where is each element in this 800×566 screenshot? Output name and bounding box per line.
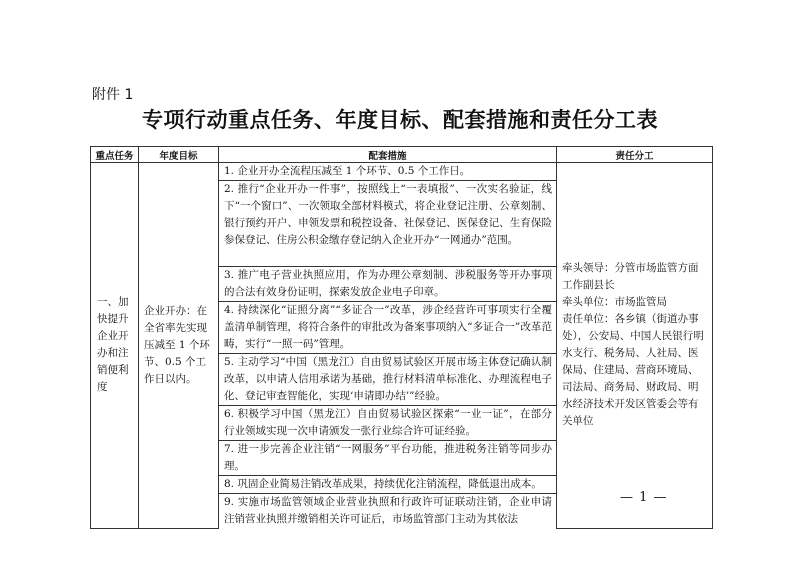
header-annual-goal: 年度目标 [139, 147, 219, 163]
measure-item: 7. 进一步完善企业注销“一网服务”平台功能，推进税务注销等同步办理。 [219, 441, 557, 476]
measure-item: 1. 企业开办全流程压减至 1 个环节、0.5 个工作日。 [219, 163, 557, 181]
task-table [90, 146, 713, 529]
table-row [91, 163, 713, 181]
header-measures: 配套措施 [219, 147, 557, 163]
measure-item: 4. 持续深化“证照分离”“多证合一”改革，涉企经营许可事项实行全覆盖清单制管理，将符合条件的审批改为备案事项纳入“多证合一”改革范畴，实行“一照一码”管理。 [219, 302, 557, 354]
measure-item: 2. 推行“企业开办一件事”，按照线上“一表填报”、一次实名验证，线下“一个窗口”、一次领取全部材料模式，将企业登记注册、公章刻制、银行预约开户、申领发票和税控设备、社保登记、医保登记、生育保险参保登记、住房公积金缴存登记纳入企业开办“一网通办”范围。 [219, 181, 557, 267]
measure-item: 9. 实施市场监管领域企业营业执照和行政许可证联动注销，企业申请注销营业执照并缴销相关许可证后，市场监管部门主动为其依法 [219, 494, 557, 529]
measure-item: 3. 推广电子营业执照应用，作为办理公章刻制、涉税服务等开办事项的合法有效身份证明，探索发放企业电子印章。 [219, 267, 557, 302]
key-task-cell: 一、加快提升企业开办和注销便利度 [91, 163, 139, 529]
responsible-units: 责任单位：各乡镇（街道办事处），公安局、中国人民银行明水支行、税务局、人社局、医保局、住建局、营商环境局、司法局、商务局、财政局、明水经济技术开发区管委会等有关单位 [562, 313, 704, 428]
measure-item: 6. 积极学习中国（黑龙江）自由贸易试验区探索“一业一证”，在部分行业领域实现一次申请颁发一张行业综合许可证经验。 [219, 406, 557, 441]
measure-item: 5. 主动学习“中国（黑龙江）自由贸易试验区开展市场主体登记确认制改革，以申请人信用承诺为基础，推行材料清单标准化、办理流程电子化、登记审查智能化，实现‘申请即办结’”经验。 [219, 354, 557, 406]
annual-goal-cell: 企业开办：在全省率先实现压减至 1 个环节、0.5 个工作日以内。 [139, 163, 219, 529]
document-title: 专项行动重点任务、年度目标、配套措施和责任分工表 [142, 107, 658, 132]
header-responsibility: 责任分工 [557, 147, 713, 163]
page-number: — 1 — [620, 490, 668, 505]
responsibility-cell [557, 163, 713, 529]
attachment-label: 附件 1 [92, 87, 134, 103]
header-key-task: 重点任务 [91, 147, 139, 163]
lead-unit: 牵头单位：市场监管局 [562, 296, 667, 309]
measure-item: 8. 巩固企业简易注销改革成果，持续优化注销流程，降低退出成本。 [219, 476, 557, 494]
lead-leader: 牵头领导：分管市场监管方面工作副县长 [562, 262, 699, 292]
table-header-row [91, 147, 713, 163]
